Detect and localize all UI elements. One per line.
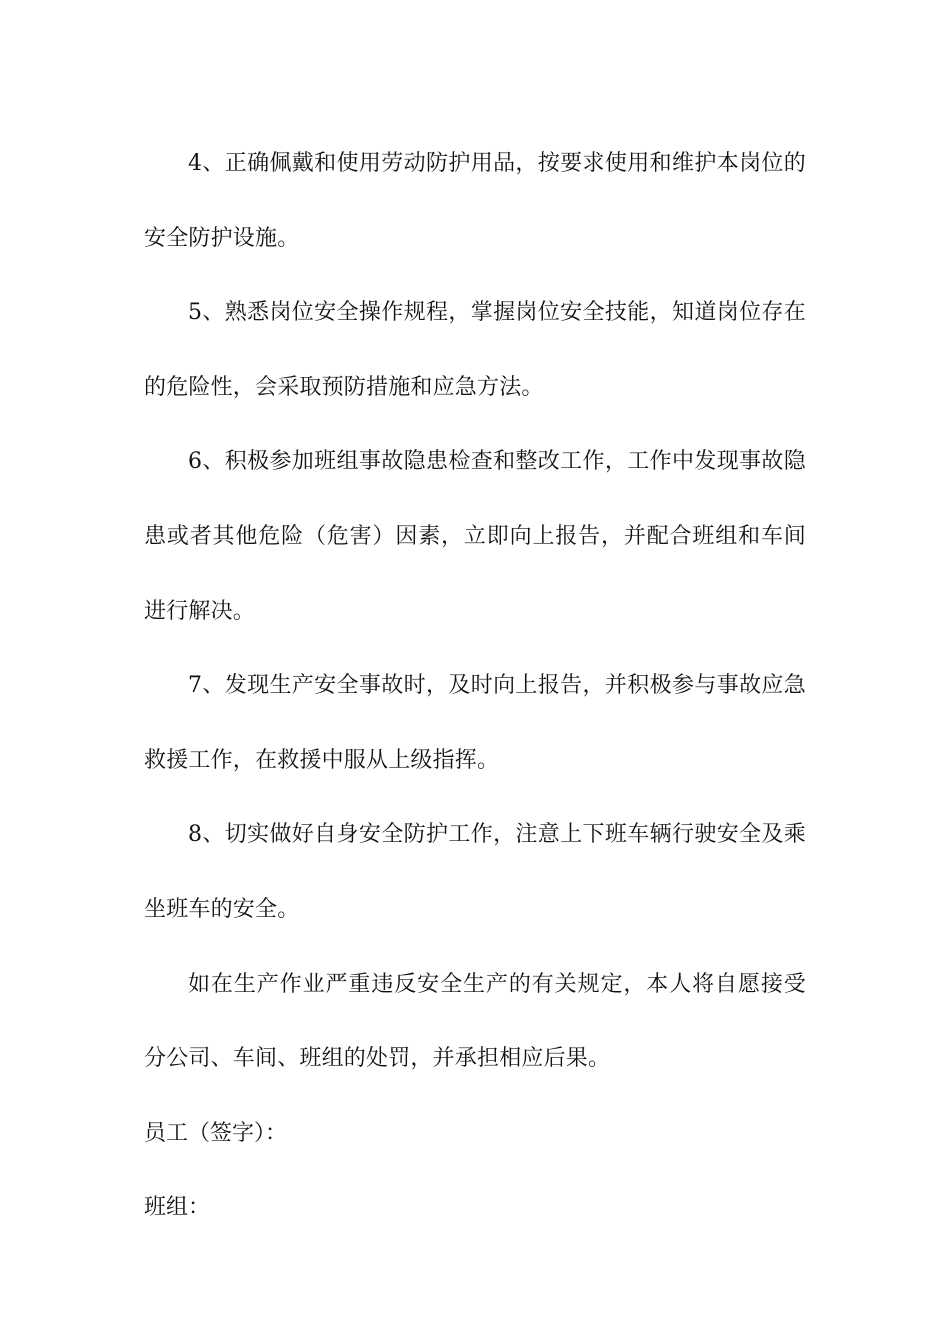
item-5-paragraph: 5、熟悉岗位安全操作规程，掌握岗位安全技能，知道岗位存在的危险性，会采取预防措施和应急方法。	[144, 300, 806, 400]
item-7-paragraph: 7、发现生产安全事故时，及时向上报告，并积极参与事故应急救援工作，在救援中服从上级指挥。	[144, 673, 806, 773]
document-body	[144, 127, 806, 1246]
team-signature-label: 班组：	[144, 1195, 211, 1221]
item-6-paragraph: 6、积极参加班组事故隐患检查和整改工作，工作中发现事故隐患或者其他危险（危害）因素，立即向上报告，并配合班组和车间进行解决。	[144, 449, 806, 624]
item-8-paragraph: 8、切实做好自身安全防护工作，注意上下班车辆行驶安全及乘坐班车的安全。	[144, 822, 806, 922]
item-4-paragraph: 4、正确佩戴和使用劳动防护用品，按要求使用和维护本岗位的安全防护设施。	[144, 151, 806, 251]
consequence-paragraph: 如在生产作业严重违反安全生产的有关规定，本人将自愿接受分公司、车间、班组的处罚，并承担相应后果。	[144, 971, 806, 1072]
employee-signature-label: 员工（签字）：	[144, 1120, 288, 1146]
